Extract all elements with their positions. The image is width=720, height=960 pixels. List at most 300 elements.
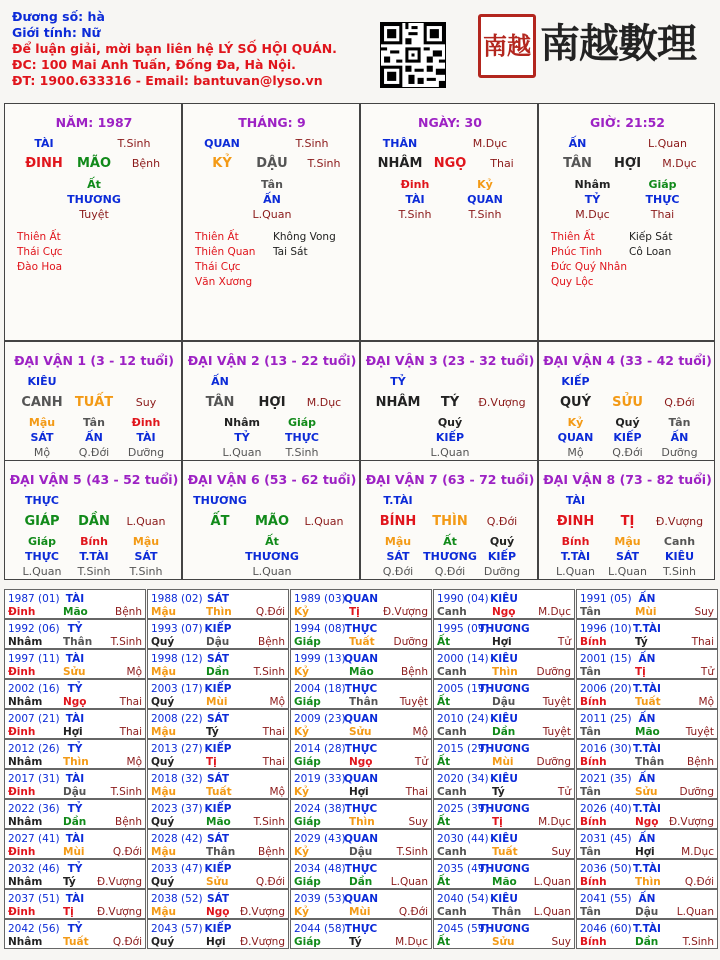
pillar-top-state: T.Sinh <box>117 137 151 150</box>
year-state: Dưỡng <box>393 636 428 648</box>
year-cell <box>433 739 575 769</box>
dai-van-branch: THÌN <box>432 514 468 529</box>
dai-van-state: L.Quan <box>126 515 166 528</box>
year-branch: Mùi <box>635 606 657 618</box>
year-branch: Tý <box>63 876 76 888</box>
year-label: 2045 (59) <box>437 923 489 935</box>
year-stem: Tân <box>580 726 601 738</box>
dai-van-6 <box>182 460 360 580</box>
value-name: hà <box>87 9 105 24</box>
year-label: 2042 (56) <box>8 923 60 935</box>
year-stem: Đinh <box>8 786 36 798</box>
dai-van-title: ĐẠI VẬN 2 (13 - 22 tuổi) <box>187 353 357 368</box>
year-label: 2000 (14) <box>437 653 489 665</box>
year-ten-god: SÁT <box>206 833 230 845</box>
year-cell <box>576 799 718 829</box>
year-label: 2038 (52) <box>151 893 203 905</box>
year-branch: Thân <box>206 846 236 858</box>
year-state: Tử <box>557 786 571 798</box>
year-cell <box>290 589 432 619</box>
year-label: 2024 (38) <box>294 803 346 815</box>
dai-van-hidden-god: SÁT <box>386 550 410 563</box>
year-ten-god: QUAN <box>343 593 379 605</box>
year-state: T.Sinh <box>110 786 142 798</box>
year-branch: Mão <box>206 816 231 828</box>
star-left: Phúc Tinh <box>551 246 603 258</box>
dai-van-hidden-stem: Tân <box>668 416 691 429</box>
year-stem: Kỷ <box>294 666 309 678</box>
year-ten-god: KIÊU <box>490 773 518 785</box>
year-cell <box>290 649 432 679</box>
dai-van-hidden-god: T.TÀI <box>560 550 591 563</box>
dai-van-ten-god: ẤN <box>211 375 229 388</box>
year-state: Thai <box>691 636 714 648</box>
dai-van-hidden-state: Q.Đới <box>382 565 414 578</box>
header-info <box>12 9 337 89</box>
year-cell <box>433 859 575 889</box>
star-right: Cô Loan <box>629 246 672 258</box>
year-ten-god: ẤN <box>638 893 656 905</box>
year-ten-god: THỰC <box>344 683 378 695</box>
year-cell <box>147 679 289 709</box>
year-cell <box>433 889 575 919</box>
dai-van-stem: GIÁP <box>24 514 60 529</box>
dai-van-title: ĐẠI VẬN 1 (3 - 12 tuổi) <box>14 353 174 368</box>
year-branch: Dần <box>349 876 373 888</box>
year-state: Suy <box>694 606 714 618</box>
year-state: Tuyệt <box>399 696 428 708</box>
year-label: 2029 (43) <box>294 833 346 845</box>
dai-van-hidden-stem: Kỷ <box>567 416 584 429</box>
year-cell <box>290 919 432 949</box>
hidden-state: T.Sinh <box>398 208 432 221</box>
year-cell <box>576 619 718 649</box>
year-cell <box>4 739 146 769</box>
year-branch: Tị <box>492 816 503 828</box>
year-state: Bệnh <box>687 756 714 768</box>
year-cell <box>576 829 718 859</box>
year-branch: Ngọ <box>349 756 373 768</box>
year-label: 2006 (20) <box>580 683 632 695</box>
dai-van-hidden-god: T.TÀI <box>79 550 109 563</box>
pillar-branch: MÃO <box>76 156 112 171</box>
year-state: Đ.Vượng <box>668 816 714 828</box>
year-label: 2002 (16) <box>8 683 60 695</box>
year-label: 2017 (31) <box>8 773 60 785</box>
year-state: Thai <box>262 726 285 738</box>
year-cell <box>147 709 289 739</box>
dai-van-hidden-god: SÁT <box>615 550 640 563</box>
year-label: 2008 (22) <box>151 713 203 725</box>
year-state: Thai <box>262 756 285 768</box>
year-stem: Bính <box>580 876 607 888</box>
year-state: Mộ <box>412 726 428 738</box>
year-state: Suy <box>408 816 428 828</box>
year-state: Suy <box>551 936 571 948</box>
year-cell <box>147 769 289 799</box>
year-stem: Đinh <box>8 666 36 678</box>
year-cell <box>576 709 718 739</box>
dai-van-ten-god: TÀI <box>565 494 586 507</box>
year-label: 2013 (27) <box>151 743 203 755</box>
year-branch: Thìn <box>492 666 518 678</box>
year-ten-god: TỶ <box>67 923 83 935</box>
year-cell <box>433 619 575 649</box>
year-stem: Đinh <box>8 726 36 738</box>
dai-van-state: L.Quan <box>304 515 344 528</box>
year-label: 2010 (24) <box>437 713 489 725</box>
dai-van-hidden-stem: Mậu <box>384 535 412 548</box>
year-cell <box>433 769 575 799</box>
dai-van-hidden-god: SÁT <box>30 431 54 444</box>
year-ten-god: TỶ <box>67 623 83 635</box>
year-stem: Giáp <box>294 696 321 708</box>
year-stem: Giáp <box>294 756 321 768</box>
year-stem: Mậu <box>151 606 177 618</box>
year-branch: Mão <box>492 876 517 888</box>
year-ten-god: TÀI <box>65 833 85 845</box>
dai-van-hidden-god: TỶ <box>234 431 250 444</box>
dai-van-hidden-state: Dưỡng <box>127 446 165 459</box>
year-stem: Tân <box>580 906 601 918</box>
year-label: 1988 (02) <box>151 593 203 605</box>
star-left: Thái Cực <box>17 246 63 258</box>
year-stem: Canh <box>437 606 467 618</box>
year-ten-god: TỶ <box>67 743 83 755</box>
year-cell <box>4 829 146 859</box>
year-cell <box>290 889 432 919</box>
year-ten-god: TÀI <box>65 593 85 605</box>
year-ten-god: KIÊU <box>490 833 518 845</box>
year-ten-god: SÁT <box>206 593 230 605</box>
year-cell <box>433 649 575 679</box>
year-cell <box>4 619 146 649</box>
year-state: Mộ <box>269 786 285 798</box>
year-cell <box>4 919 146 949</box>
year-stem: Tân <box>580 846 601 858</box>
year-branch: Thân <box>492 906 522 918</box>
year-ten-god: THƯƠNG <box>478 803 530 815</box>
year-branch: Tý <box>492 786 505 798</box>
dai-van-ten-god: T.TÀI <box>383 494 413 507</box>
dai-van-stem: NHÂM <box>375 395 421 410</box>
year-stem: Mậu <box>151 726 177 738</box>
year-state: M.Dục <box>538 816 571 828</box>
year-branch: Tuất <box>63 936 89 948</box>
year-branch: Dậu <box>492 696 516 708</box>
dai-van-hidden-god: ẤN <box>670 431 689 444</box>
year-branch: Hợi <box>492 636 512 648</box>
dai-van-hidden-stem: Quý <box>615 416 640 429</box>
dai-van-branch: TÝ <box>440 395 460 410</box>
year-stem: Canh <box>437 666 467 678</box>
dai-van-state: Đ.Vượng <box>655 515 704 528</box>
dai-van-title: ĐẠI VẬN 8 (73 - 82 tuổi) <box>543 472 712 487</box>
pillar-title: THÁNG: 9 <box>238 115 306 130</box>
hidden-ten-god: TÀI <box>405 193 425 206</box>
year-label: 2044 (58) <box>294 923 346 935</box>
dai-van-hidden-stem: Giáp <box>27 535 57 548</box>
year-cell <box>290 739 432 769</box>
hidden-state: L.Quan <box>252 208 292 221</box>
year-cell <box>290 709 432 739</box>
dai-van-hidden-stem: Mậu <box>28 416 56 429</box>
year-stem: Đinh <box>8 906 36 918</box>
year-stem: Nhâm <box>8 756 43 768</box>
dai-van-hidden-state: T.Sinh <box>77 565 111 578</box>
star-left: Đào Hoa <box>17 261 63 273</box>
year-label: 2037 (51) <box>8 893 60 905</box>
year-state: M.Dục <box>395 936 428 948</box>
dai-van-title: ĐẠI VẬN 3 (23 - 32 tuổi) <box>365 353 535 368</box>
year-cell <box>576 859 718 889</box>
star-left: Thiên Ất <box>195 231 239 243</box>
year-state: Mộ <box>126 756 142 768</box>
year-cell <box>4 859 146 889</box>
year-branch: Hợi <box>349 786 369 798</box>
dai-van-hidden-stem: Nhâm <box>224 416 260 429</box>
year-cell <box>433 709 575 739</box>
dai-van-hidden-god: KIÊU <box>664 550 695 563</box>
year-state: T.Sinh <box>682 936 714 948</box>
dai-van-hidden-god: THỰC <box>25 550 59 563</box>
hidden-ten-god: QUAN <box>467 193 503 206</box>
dai-van-hidden-god: QUAN <box>557 431 594 444</box>
year-state: L.Quan <box>676 906 714 918</box>
year-cell <box>433 829 575 859</box>
hidden-stem: Nhâm <box>574 178 611 191</box>
year-branch: Dần <box>492 726 516 738</box>
year-ten-god: QUAN <box>343 833 379 845</box>
year-label: 2004 (18) <box>294 683 346 695</box>
dai-van-7 <box>360 460 538 580</box>
dai-van-hidden-stem: Ất <box>443 535 457 548</box>
year-state: Đ.Vượng <box>239 906 285 918</box>
year-label: 2007 (21) <box>8 713 60 725</box>
year-branch: Tuất <box>492 846 518 858</box>
year-ten-god: THỰC <box>344 863 378 875</box>
pillar-branch-state: Thai <box>490 157 514 170</box>
year-state: Bệnh <box>258 636 285 648</box>
year-cell <box>147 889 289 919</box>
year-state: Mộ <box>269 696 285 708</box>
hidden-stem: Tân <box>261 178 283 191</box>
year-label: 1996 (10) <box>580 623 632 635</box>
year-stem: Đinh <box>8 846 36 858</box>
star-right: Tai Sát <box>273 246 308 258</box>
year-stem: Mậu <box>151 666 177 678</box>
year-branch: Mùi <box>349 906 371 918</box>
year-label: 2025 (39) <box>437 803 489 815</box>
dai-van-branch: HỢI <box>258 395 286 410</box>
pillar-ten-god: TÀI <box>34 137 54 150</box>
year-branch: Dần <box>206 666 230 678</box>
year-state: Bệnh <box>115 816 142 828</box>
year-stem: Bính <box>580 756 607 768</box>
year-stem: Nhâm <box>8 816 43 828</box>
dai-van-hidden-god: SÁT <box>134 550 158 563</box>
dai-van-1 <box>4 341 182 461</box>
year-label: 2014 (28) <box>294 743 346 755</box>
year-ten-god: TÀI <box>65 713 85 725</box>
pillar-title: NĂM: 1987 <box>55 115 133 130</box>
year-ten-god: KIÊU <box>490 893 518 905</box>
year-label: 2009 (23) <box>294 713 346 725</box>
year-stem: Tân <box>580 606 601 618</box>
year-cell <box>433 679 575 709</box>
year-cell <box>576 889 718 919</box>
year-label: 2003 (17) <box>151 683 203 695</box>
year-label: 2019 (33) <box>294 773 346 785</box>
star-right: Kiếp Sát <box>629 231 673 243</box>
star-right: Không Vong <box>273 231 336 243</box>
year-stem: Kỷ <box>294 786 309 798</box>
dai-van-hidden-state: Dưỡng <box>483 565 521 578</box>
year-ten-god: THƯƠNG <box>478 863 530 875</box>
year-stem: Nhâm <box>8 876 43 888</box>
value-gender: Nữ <box>81 25 101 40</box>
year-branch: Thìn <box>349 816 375 828</box>
pillar-4 <box>538 103 715 341</box>
brand-logo: 南越數理 <box>540 20 696 67</box>
star-left: Văn Xương <box>195 276 253 288</box>
year-state: Bệnh <box>401 666 428 678</box>
year-label: 1999 (13) <box>294 653 346 665</box>
year-state: L.Quan <box>533 876 571 888</box>
year-stem: Mậu <box>151 786 177 798</box>
year-ten-god: QUAN <box>343 773 379 785</box>
year-state: Thai <box>119 696 142 708</box>
dai-van-hidden-stem: Giáp <box>287 416 317 429</box>
year-ten-god: KIẾP <box>204 923 232 935</box>
year-stem: Giáp <box>294 816 321 828</box>
dai-van-hidden-god: KIẾP <box>487 550 517 563</box>
year-stem: Bính <box>580 816 607 828</box>
dai-van-hidden-state: L.Quan <box>556 565 595 578</box>
year-branch: Dậu <box>63 786 87 798</box>
year-ten-god: TỶ <box>67 803 83 815</box>
year-ten-god: TÀI <box>65 893 85 905</box>
year-state: M.Dục <box>538 606 571 618</box>
year-label: 2020 (34) <box>437 773 489 785</box>
year-label: 2015 (29) <box>437 743 489 755</box>
year-state: Đ.Vượng <box>382 606 428 618</box>
dai-van-hidden-state: Q.Đới <box>434 565 466 578</box>
dai-van-stem: CANH <box>21 395 63 410</box>
year-ten-god: TỶ <box>67 683 83 695</box>
year-label: 1990 (04) <box>437 593 489 605</box>
year-cell <box>4 649 146 679</box>
dai-van-hidden-state: Q.Đới <box>612 446 643 459</box>
year-stem: Ất <box>437 936 451 948</box>
year-ten-god: KIÊU <box>490 593 518 605</box>
dai-van-hidden-stem: Đinh <box>131 416 161 429</box>
year-ten-god: KIẾP <box>204 863 232 875</box>
dai-van-title: ĐẠI VẬN 7 (63 - 72 tuổi) <box>365 472 535 487</box>
year-branch: Hợi <box>206 936 226 948</box>
year-ten-god: ẤN <box>638 833 656 845</box>
year-cell <box>147 649 289 679</box>
dai-van-3 <box>360 341 538 461</box>
year-ten-god: THỰC <box>344 623 378 635</box>
year-branch: Tị <box>206 756 217 768</box>
year-label: 2027 (41) <box>8 833 60 845</box>
year-branch: Tị <box>63 906 74 918</box>
year-label: 1998 (12) <box>151 653 203 665</box>
dai-van-state: Suy <box>135 396 157 409</box>
dai-van-5 <box>4 460 182 580</box>
year-label: 1997 (11) <box>8 653 60 665</box>
year-stem: Tân <box>580 666 601 678</box>
hidden-state: M.Dục <box>575 208 610 221</box>
dai-van-hidden-state: Mộ <box>567 446 584 459</box>
dai-van-hidden-god: THƯƠNG <box>245 550 299 563</box>
dai-van-hidden-stem: Bính <box>80 535 108 548</box>
year-state: Đ.Vượng <box>96 906 142 918</box>
dai-van-branch: TUẤT <box>74 395 114 410</box>
dai-van-4 <box>538 341 715 461</box>
year-ten-god: T.TÀI <box>633 923 661 935</box>
year-label: 2030 (44) <box>437 833 489 845</box>
dai-van-8 <box>538 460 715 580</box>
year-label: 2016 (30) <box>580 743 632 755</box>
year-cell <box>147 619 289 649</box>
qr-code-icon <box>380 22 446 88</box>
year-cell <box>290 829 432 859</box>
year-ten-god: ẤN <box>638 773 656 785</box>
year-state: Tuyệt <box>542 726 571 738</box>
dai-van-hidden-stem: Quý <box>489 535 515 548</box>
year-label: 2026 (40) <box>580 803 632 815</box>
year-label: 2039 (53) <box>294 893 346 905</box>
pillar-branch-state: T.Sinh <box>307 157 341 170</box>
year-ten-god: TỶ <box>67 863 83 875</box>
year-label: 2034 (48) <box>294 863 346 875</box>
dai-van-hidden-state: L.Quan <box>608 565 647 578</box>
dai-van-hidden-god: THƯƠNG <box>423 550 477 563</box>
year-ten-god: TÀI <box>65 773 85 785</box>
dai-van-hidden-state: T.Sinh <box>129 565 163 578</box>
year-branch: Mão <box>349 666 374 678</box>
year-stem: Quý <box>151 636 175 648</box>
year-stem: Nhâm <box>8 696 43 708</box>
year-ten-god: KIẾP <box>204 683 232 695</box>
year-state: Q.Đới <box>398 906 428 918</box>
year-branch: Tý <box>635 636 648 648</box>
dai-van-title: ĐẠI VẬN 5 (43 - 52 tuổi) <box>9 472 179 487</box>
dai-van-stem: ẤT <box>210 514 230 529</box>
year-stem: Kỷ <box>294 906 309 918</box>
year-branch: Tý <box>349 936 362 948</box>
hidden-ten-god: ẤN <box>263 193 281 206</box>
year-ten-god: ẤN <box>638 653 656 665</box>
dai-van-hidden-god: KIẾP <box>435 431 465 444</box>
year-branch: Tuất <box>349 636 375 648</box>
pillar-branch-state: Bệnh <box>131 157 161 170</box>
year-cell <box>147 799 289 829</box>
hidden-state: Thai <box>650 208 675 221</box>
year-state: Đ.Vượng <box>239 936 285 948</box>
year-state: Đ.Vượng <box>96 876 142 888</box>
year-cell <box>576 919 718 949</box>
year-ten-god: THƯƠNG <box>478 683 530 695</box>
year-stem: Bính <box>580 636 607 648</box>
year-stem: Đinh <box>8 606 36 618</box>
star-left: Thiên Quan <box>195 246 256 258</box>
year-state: Bệnh <box>115 606 142 618</box>
dai-van-hidden-stem: Canh <box>663 535 696 548</box>
year-stem: Nhâm <box>8 936 43 948</box>
